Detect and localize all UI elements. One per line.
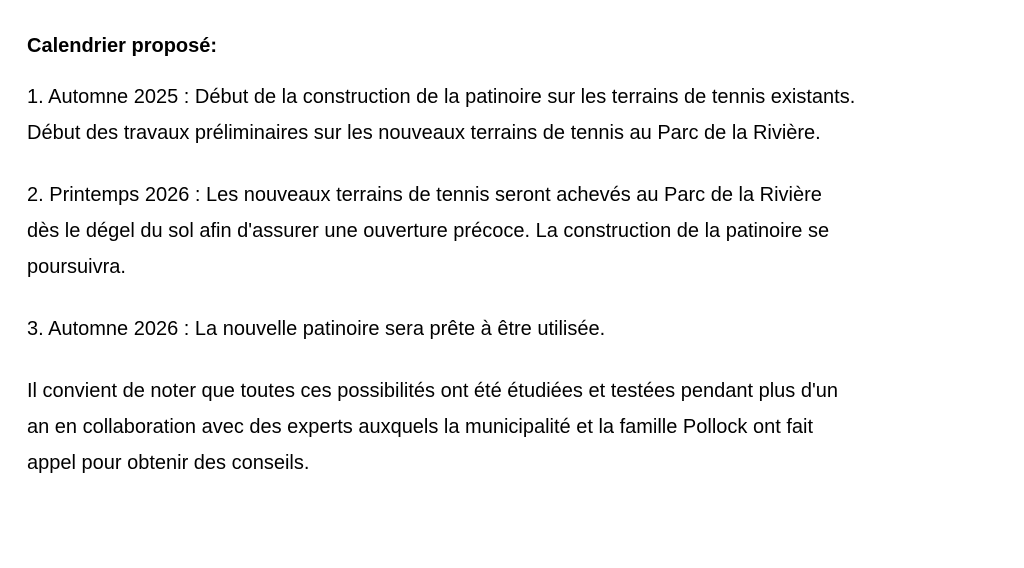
paragraph-line: an en collaboration avec des experts auxquels la municipalité et la famille Pollock ont fait (27, 416, 813, 438)
paragraph-line: 3. Automne 2026 : La nouvelle patinoire sera prête à être utilisée. (27, 318, 606, 340)
closing-note (27, 373, 1022, 481)
schedule-item-autumn-2025 (27, 79, 1022, 151)
paragraph-line: Début des travaux préliminaires sur les nouveaux terrains de tennis au Parc de la Rivière. (27, 122, 821, 144)
paragraph-line: 1. Automne 2025 : Début de la construction de la patinoire sur les terrains de tennis existants. (27, 86, 856, 108)
schedule-item-spring-2026 (27, 177, 1022, 285)
paragraph-line: 2. Printemps 2026 : Les nouveaux terrains de tennis seront achevés au Parc de la Rivière (27, 184, 822, 206)
document-body (27, 31, 1022, 507)
schedule-item-autumn-2026 (27, 311, 1022, 347)
paragraph-line: dès le dégel du sol afin d'assurer une ouverture précoce. La construction de la patinoire se (27, 220, 830, 242)
section-heading: Calendrier proposé: (27, 35, 218, 57)
paragraph-line: appel pour obtenir des conseils. (27, 452, 310, 474)
paragraph-line: Il convient de noter que toutes ces possibilités ont été étudiées et testées pendant plus d'un (27, 380, 839, 402)
paragraph-line: poursuivra. (27, 256, 126, 278)
